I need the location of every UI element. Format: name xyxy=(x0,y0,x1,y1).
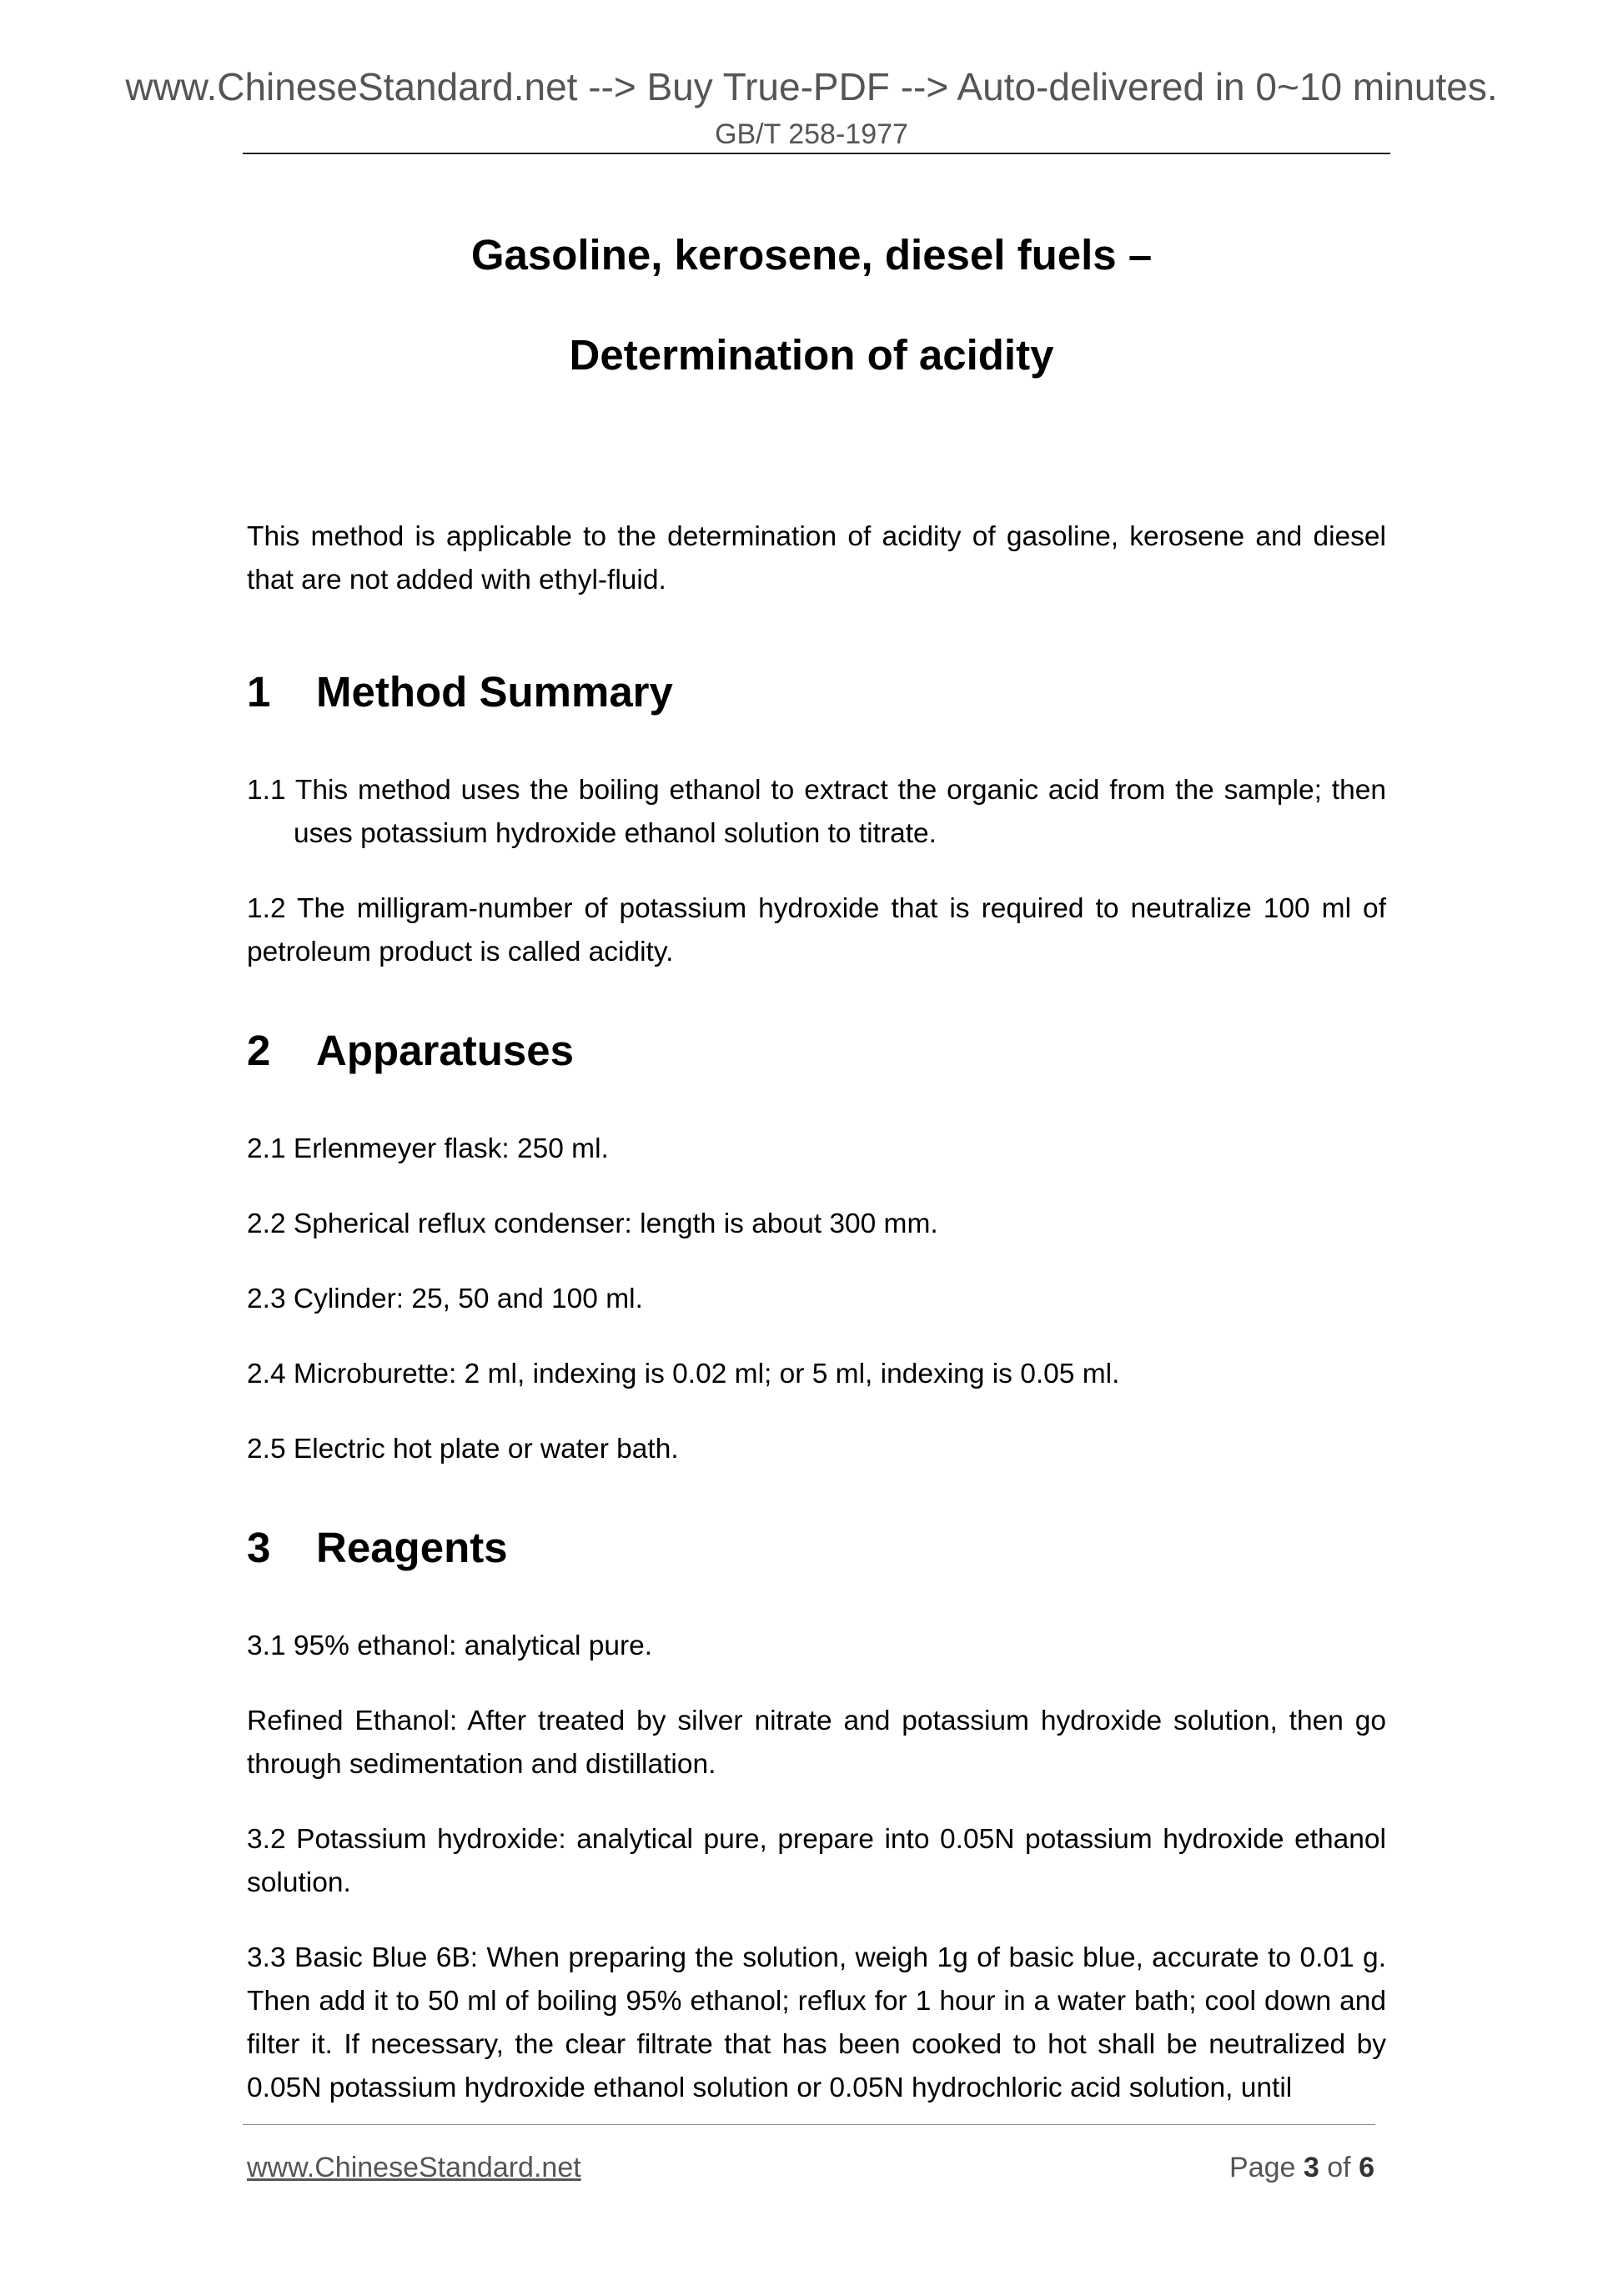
section-3-heading xyxy=(247,1518,1386,1578)
section-number: 3 xyxy=(247,1524,271,1571)
page-indicator xyxy=(1229,2146,1374,2189)
current-page-number: 3 xyxy=(1303,2152,1319,2183)
clause-3-3: 3.3 Basic Blue 6B: When preparing the solution, weigh 1g of basic blue, accurate to 0.01 g. Then add it to 50 ml of boiling 95% ethanol; reflux for 1 hour in a water bath; cool down and filter it. If necessary, the clear filtrate that has been cooked to hot shall be neutralized by 0.05N potassium hydroxide ethanol solution or 0.05N hydrochloric acid solution, until xyxy=(247,1942,1386,2103)
total-page-count: 6 xyxy=(1359,2152,1374,2183)
section-number: 2 xyxy=(247,1027,271,1074)
section-title: Reagents xyxy=(316,1524,508,1571)
section-title: Method Summary xyxy=(316,668,673,716)
header-promo-text: www.ChineseStandard.net --> Buy True-PDF --> Auto-delivered in 0~10 minutes. xyxy=(125,65,1498,108)
clause-2-5: 2.5 Electric hot plate or water bath. xyxy=(247,1434,679,1465)
section-number: 1 xyxy=(247,668,271,716)
clause-2-4: 2.4 Microburette: 2 ml, indexing is 0.02 ml; or 5 ml, indexing is 0.05 ml. xyxy=(247,1359,1120,1389)
clause-1-2: 1.2 The milligram-number of potassium hydroxide that is required to neutralize 100 ml of petroleum product is called acidity. xyxy=(247,893,1386,967)
clause-2-3: 2.3 Cylinder: 25, 50 and 100 ml. xyxy=(247,1284,643,1314)
refined-ethanol-note: Refined Ethanol: After treated by silver nitrate and potassium hydroxide solution, then go through sedimentation and distillation. xyxy=(247,1706,1386,1780)
footer-site-link[interactable]: www.ChineseStandard.net xyxy=(247,2152,581,2183)
document-title xyxy=(0,225,1623,385)
clause-3-2: 3.2 Potassium hydroxide: analytical pure, prepare into 0.05N potassium hydroxide ethanol solution. xyxy=(247,1824,1386,1898)
page-of-label: of xyxy=(1327,2152,1351,2183)
section-1-heading xyxy=(247,662,1386,722)
clause-3-1: 3.1 95% ethanol: analytical pure. xyxy=(247,1630,653,1661)
title-line-2: Determination of acidity xyxy=(569,331,1054,379)
title-line-1: Gasoline, kerosene, diesel fuels – xyxy=(470,231,1153,279)
clause-2-1: 2.1 Erlenmeyer flask: 250 ml. xyxy=(247,1133,609,1164)
section-title: Apparatuses xyxy=(316,1027,574,1074)
document-body xyxy=(247,515,1386,2142)
footer-divider xyxy=(243,2124,1375,2125)
page-footer xyxy=(247,2146,1374,2189)
section-2-heading xyxy=(247,1021,1386,1081)
page-prefix: Page xyxy=(1229,2152,1296,2183)
intro-paragraph: This method is applicable to the determination of acidity of gasoline, kerosene and diesel that are not added with ethyl-fluid. xyxy=(247,521,1386,595)
page-header xyxy=(0,60,1623,153)
header-divider xyxy=(243,153,1390,154)
clause-2-2: 2.2 Spherical reflux condenser: length is about 300 mm. xyxy=(247,1208,938,1239)
clause-1-1: 1.1 This method uses the boiling ethanol to extract the organic acid from the sample; then uses potassium hydroxide ethanol solution to titrate. xyxy=(247,775,1386,849)
standard-code: GB/T 258-1977 xyxy=(715,118,908,150)
